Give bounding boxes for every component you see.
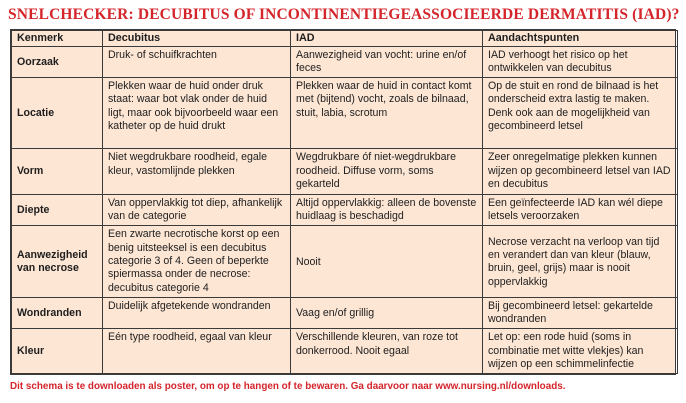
row-decubitus: Plekken waar de huid onder druk staat: waar bot vlak onder de huid ligt, maar ook bijvoorbeeld waar een katheter op de huid drukt <box>103 78 291 149</box>
row-kenmerk: Oorzaak <box>12 47 103 78</box>
row-kenmerk: Wondranden <box>12 298 103 329</box>
table-header-row <box>12 31 678 47</box>
snelchecker-table-container <box>10 29 676 375</box>
row-aandachtspunten: Zeer onregelmatige plekken kunnen wijzen op gecombineerd letsel van IAD en decubitus <box>483 149 678 195</box>
row-iad: Aanwezigheid van vocht: urine en/of feces <box>291 47 483 78</box>
row-kenmerk: Aanwezigheid van necrose <box>12 226 103 298</box>
row-iad: Altijd oppervlakkig: alleen de bovenste huidlaag is beschadigd <box>291 194 483 226</box>
row-aandachtspunten: Let op: een rode huid (soms in combinatie met witte vlekjes) kan wijzen op een schimmelinfectie <box>483 329 678 374</box>
row-decubitus: Duidelijk afgetekende wondranden <box>103 298 291 329</box>
table-row <box>12 149 678 195</box>
row-iad: Nooit <box>291 226 483 298</box>
table-row <box>12 47 678 78</box>
table-row <box>12 194 678 226</box>
header-kenmerk: Kenmerk <box>12 31 103 47</box>
footer-note: Dit schema is te downloaden als poster, om op te hangen of te bewaren. Ga daarvoor naar www.nursing.nl/downloads. <box>10 381 566 392</box>
row-decubitus: Eén type roodheid, egaal van kleur <box>103 329 291 374</box>
row-aandachtspunten: IAD verhoogt het risico op het ontwikkelen van decubitus <box>483 47 678 78</box>
row-kenmerk: Diepte <box>12 194 103 226</box>
header-iad: IAD <box>291 31 483 47</box>
row-decubitus: Van oppervlakkig tot diep, afhankelijk van de categorie <box>103 194 291 226</box>
page-title: SNELCHECKER: DECUBITUS OF INCONTINENTIEGEASSOCIEERDE DERMATITIS (IAD)? <box>8 6 680 23</box>
row-decubitus: Niet wegdrukbare roodheid, egale kleur, vastomlijnde plekken <box>103 149 291 195</box>
row-kenmerk: Kleur <box>12 329 103 374</box>
row-iad: Wegdrukbare óf niet-wegdrukbare roodheid. Diffuse vorm, soms gekarteld <box>291 149 483 195</box>
row-iad: Verschillende kleuren, van roze tot donkerrood. Nooit egaal <box>291 329 483 374</box>
row-iad: Vaag en/of grillig <box>291 298 483 329</box>
table-row <box>12 329 678 374</box>
row-kenmerk: Vorm <box>12 149 103 195</box>
row-decubitus: Een zwarte necrotische korst op een benig uitsteeksel is een decubitus categorie 3 of 4. Geen of beperkte spiermassa onder de necrose: decubitus categorie 4 <box>103 226 291 298</box>
row-aandachtspunten: Bij gecombineerd letsel: gekartelde wondranden <box>483 298 678 329</box>
row-decubitus: Druk- of schuifkrachten <box>103 47 291 78</box>
row-iad: Plekken waar de huid in contact komt met (bijtend) vocht, zoals de bilnaad, stuit, labia, scrotum <box>291 78 483 149</box>
table-row <box>12 226 678 298</box>
row-aandachtspunten: Een geïnfecteerde IAD kan wél diepe letsels veroorzaken <box>483 194 678 226</box>
snelchecker-table <box>11 30 678 374</box>
header-decubitus: Decubitus <box>103 31 291 47</box>
row-kenmerk: Locatie <box>12 78 103 149</box>
table-row <box>12 78 678 149</box>
header-aandachtspunten: Aandachtspunten <box>483 31 678 47</box>
row-aandachtspunten: Op de stuit en rond de bilnaad is het onderscheid extra lastig te maken. Denk ook aan de mogelijkheid van gecombineerd letsel <box>483 78 678 149</box>
row-aandachtspunten: Necrose verzacht na verloop van tijd en verandert dan van kleur (blauw, bruin, geel, grijs) maar is nooit oppervlakkig <box>483 226 678 298</box>
table-row <box>12 298 678 329</box>
